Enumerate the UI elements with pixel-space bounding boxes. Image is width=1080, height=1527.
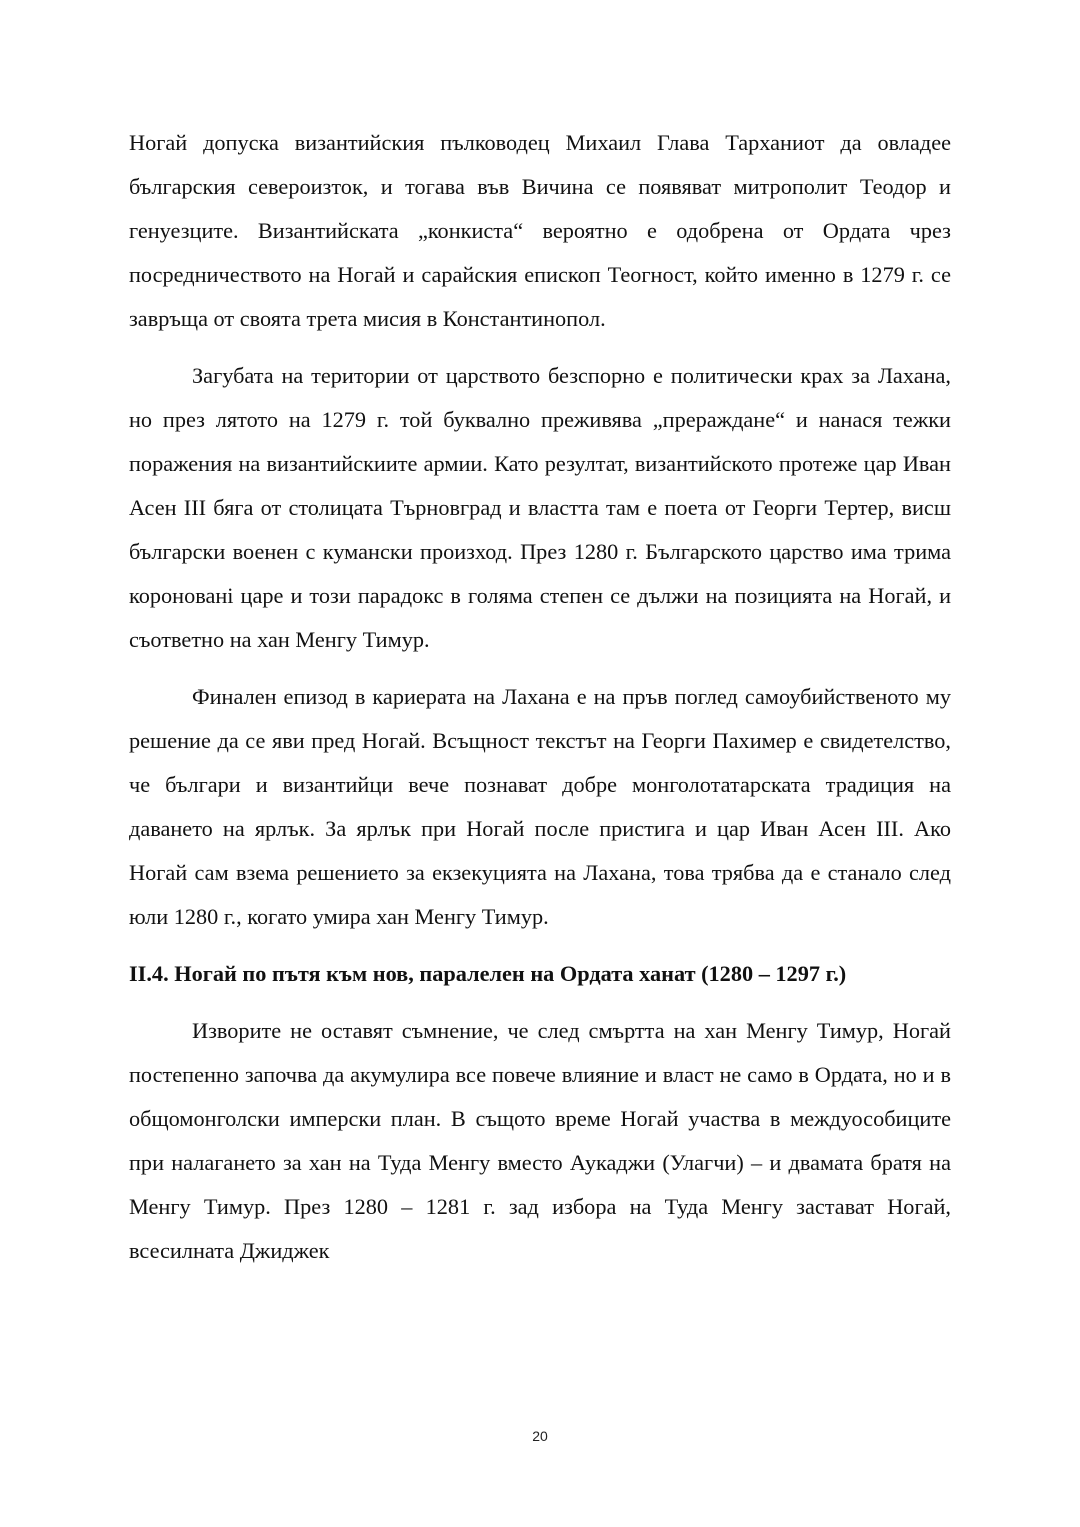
page-number: 20 xyxy=(532,1428,548,1444)
document-page xyxy=(129,121,951,1286)
paragraph-1: Ногай допуска византийския пълководец Михаил Глава Тарханиот да овладее българския североизток, и тогава във Вичина се появяват митрополит Теодор и генуезците. Византийската „конкиста“ вероятно е одобрена от Ордата чрез посредничеството на Ногай и сарайския епископ Теогност, който именно в 1279 г. се завръща от своята трета мисия в Константинопол. xyxy=(129,130,951,331)
section-heading: II.4. Ногай по пътя към нов, паралелен на Ордата ханат (1280 – 1297 г.) xyxy=(129,961,847,986)
section-paragraph: Изворите не оставят съмнение, че след смъртта на хан Менгу Тимур, Ногай постепенно започва да акумулира все повече влияние и власт не само в Ордата, но и в общомонголски имперски план. В същото време Ногай участва в междуособиците при налагането за хан на Туда Менгу вместо Аукаджи (Улагчи) – и двамата братя на Менгу Тимур. През 1280 – 1281 г. зад избора на Туда Менгу застават Ногай, всесилната Джиджек xyxy=(129,1018,951,1263)
paragraph-2: Загубата на територии от царството безспорно е политически крах за Лахана, но през лятото на 1279 г. той буквално преживява „прераждане“ и нанася тежки поражения на византийскиите армии. Като резултат, византийското протеже цар Иван Асен III бяга от столицата Търновград и властта там е поета от Георги Тертер, висш български военен с кумански произход. През 1280 г. Българското царство има трима коронованi царе и този парадокс в голяма степен се дължи на позицията на Ногай, и съответно на хан Менгу Тимур. xyxy=(129,363,951,652)
paragraph-3: Финален епизод в кариерата на Лахана е на пръв поглед самоубийственото му решение да се яви пред Ногай. Всъщност текстът на Георги Пахимер е свидетелство, че българи и византийци вече познават добре монголотатарската традиция на даването на ярлък. За ярлък при Ногай после пристига и цар Иван Асен III. Ако Ногай сам взема решението за екзекуцията на Лахана, това трябва да е станало след юли 1280 г., когато умира хан Менгу Тимур. xyxy=(129,684,951,929)
